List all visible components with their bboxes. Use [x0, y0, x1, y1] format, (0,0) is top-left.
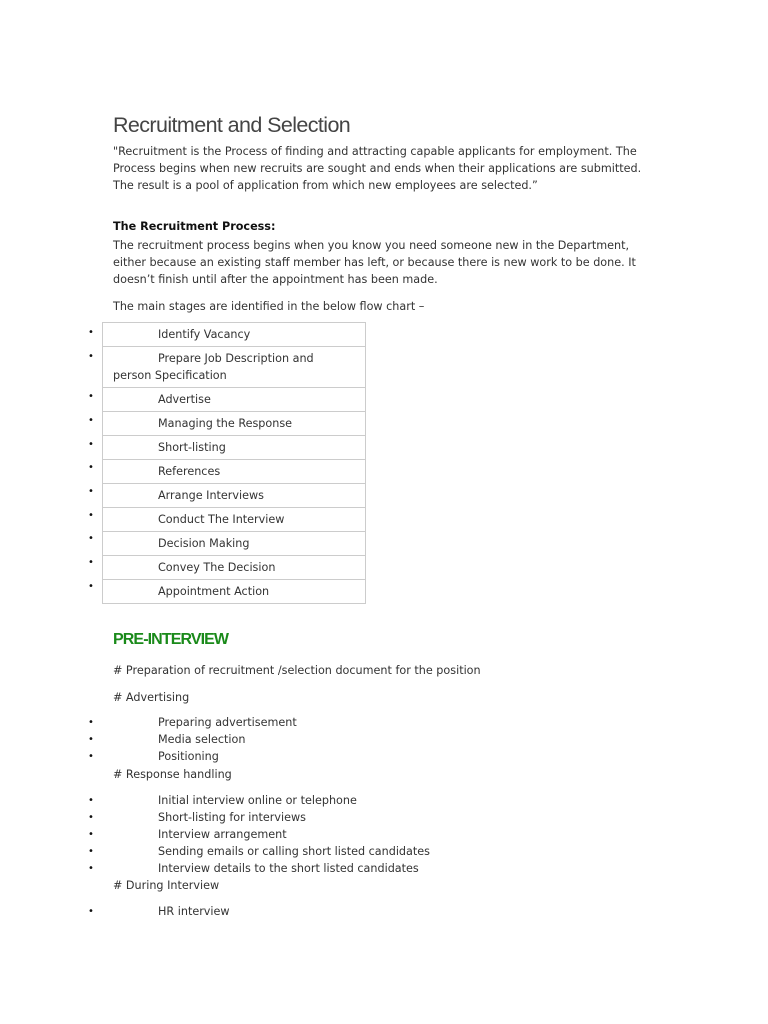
flow-stage: Appointment Action [103, 580, 366, 604]
process-heading: The Recruitment Process: [113, 220, 276, 233]
bullet-marker: • [88, 581, 94, 592]
flow-stage: Managing the Response [103, 412, 366, 436]
process-line: either because an existing staff member has left, or because there is new work to be done. It [113, 256, 636, 269]
advertising-heading: # Advertising [113, 691, 190, 704]
bullet-marker: • [88, 829, 94, 840]
intro-line: Process begins when new recruits are sought and ends when their applications are submitted. [113, 162, 642, 175]
flow-stage: Prepare Job Description and person Specification [103, 347, 366, 388]
intro-line: "Recruitment is the Process of finding and attracting capable applicants for employment. The [113, 145, 637, 158]
document-page: Recruitment and Selection "Recruitment is the Process of finding and attracting capable applicants for employment. The Process begins when new recruits are sought and ends when their applications are submitted. The result is a pool of application from which new employees are selected.” The Recruitment Process: The recruitment process begins when you know you need someone new in the Department, either because an existing staff member has left, or because there is new work to be done. It doesn’t finish until after the appointment has been made. The main stages are identified in the below flow chart – • • • • • • • • • • • Identify Vacancy Prepare Job Description and person Specification Advertise Managing the Response Short-listing References Arrange Interviews Conduct The Interview Decision Making Convey The Decision Appointment Action PRE-INTERVIEW # Preparation of recruitment /selection document for the position # Advertising • Preparing advertisement • Media selection • Positioning # Response handling • Initial interview online or telephone • Short-listing for interviews • Interview arrangement • Sending emails or calling short listed candidates • Interview details to the short listed candidates # During Interview • HR interview [0, 0, 768, 1024]
bullet-marker: • [88, 846, 94, 857]
bullet-marker: • [88, 717, 94, 728]
bullet-marker: • [88, 795, 94, 806]
stages-intro: The main stages are identified in the below flow chart – [113, 300, 425, 313]
intro-paragraph [113, 143, 673, 194]
bullet-marker: • [88, 391, 94, 402]
flow-stage: Decision Making [103, 532, 366, 556]
flow-stage: Short-listing [103, 436, 366, 460]
table-row [103, 484, 366, 508]
table-row [103, 436, 366, 460]
table-row [103, 556, 366, 580]
flow-chart-table [102, 322, 366, 604]
process-line: doesn’t finish until after the appointment has been made. [113, 273, 438, 286]
preparation-item: # Preparation of recruitment /selection document for the position [113, 664, 481, 677]
response-heading: # Response handling [113, 768, 232, 781]
bullet-marker: • [88, 533, 94, 544]
table-row [103, 532, 366, 556]
bullet-marker: • [88, 439, 94, 450]
bullet-marker: • [88, 751, 94, 762]
bullet-marker: • [88, 510, 94, 521]
bullet-marker: • [88, 486, 94, 497]
flow-stage: Advertise [103, 388, 366, 412]
table-row [103, 412, 366, 436]
bullet-marker: • [88, 462, 94, 473]
table-row [103, 323, 366, 347]
flow-stage: References [103, 460, 366, 484]
bullet-marker: • [88, 863, 94, 874]
flow-stage: Identify Vacancy [103, 323, 366, 347]
bullet-marker: • [88, 812, 94, 823]
flow-stage: Conduct The Interview [103, 508, 366, 532]
process-line: The recruitment process begins when you know you need someone new in the Department, [113, 239, 630, 252]
bullet-marker: • [88, 351, 94, 362]
bullet-marker: • [88, 415, 94, 426]
during-interview-heading: # During Interview [113, 879, 220, 892]
table-row [103, 580, 366, 604]
pre-interview-heading: PRE-INTERVIEW [113, 631, 229, 648]
bullet-marker: • [88, 906, 94, 917]
bullet-marker: • [88, 557, 94, 568]
table-row [103, 388, 366, 412]
table-row [103, 460, 366, 484]
flow-stage: Arrange Interviews [103, 484, 366, 508]
document-title: Recruitment and Selection [113, 113, 351, 137]
process-paragraph [113, 237, 673, 288]
bullet-marker: • [88, 327, 94, 338]
flow-stage: Convey The Decision [103, 556, 366, 580]
bullet-marker: • [88, 734, 94, 745]
intro-line: The result is a pool of application from which new employees are selected.” [113, 179, 538, 192]
table-row [103, 347, 366, 388]
table-row [103, 508, 366, 532]
